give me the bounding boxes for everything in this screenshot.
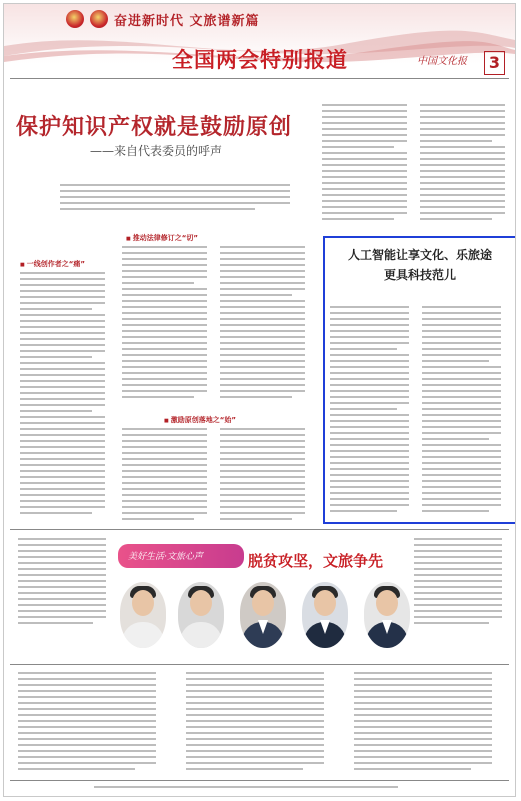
masthead-slogan: 奋进新时代 文旅谱新篇 bbox=[114, 14, 260, 29]
delegate-photo-2 bbox=[178, 582, 224, 648]
delegate-photo-5 bbox=[364, 582, 410, 648]
middle-column-text-2 bbox=[220, 246, 312, 406]
delegate-photo-3 bbox=[240, 582, 286, 648]
newspaper-page bbox=[3, 3, 516, 797]
featured-column-text-2 bbox=[422, 306, 508, 516]
footer-credits bbox=[94, 786, 424, 792]
lower-banner-title: 脱贫攻坚，文旅争先 bbox=[248, 552, 384, 570]
special-report-title: 全国两会特别报道 bbox=[172, 47, 348, 72]
main-subhead: ——来自代表委员的呼声 bbox=[90, 144, 223, 158]
bottom-story-1 bbox=[18, 672, 168, 776]
section-label-left: ■ 一线创作者之“痛” bbox=[20, 259, 85, 269]
section-label-bottom: ■ 激励原创落地之“始” bbox=[164, 415, 236, 425]
masthead-divider bbox=[10, 78, 509, 79]
bottom-column-text-2 bbox=[220, 428, 312, 524]
lower-left-intro bbox=[18, 538, 114, 630]
lower-section-tag bbox=[118, 544, 244, 568]
photo-divider bbox=[10, 664, 509, 665]
lower-divider bbox=[10, 529, 509, 530]
newspaper-logo: 中国文化报 bbox=[417, 56, 467, 67]
featured-column-text bbox=[330, 306, 416, 516]
delegate-photo-4 bbox=[302, 582, 348, 648]
delegate-photo-1 bbox=[120, 582, 166, 648]
lower-tag-text: 美好生活·文旅心声 bbox=[128, 552, 203, 562]
main-headline: 保护知识产权就是鼓励原创 bbox=[16, 114, 293, 140]
page-number: 3 bbox=[484, 51, 505, 75]
middle-column-text bbox=[122, 246, 214, 406]
bottom-column-text bbox=[122, 428, 214, 524]
footer-divider bbox=[10, 780, 509, 781]
featured-article-title bbox=[326, 245, 514, 285]
right-column-text bbox=[322, 104, 414, 228]
lower-right-intro bbox=[414, 538, 510, 630]
national-emblem-icon bbox=[66, 10, 84, 28]
masthead bbox=[4, 4, 515, 74]
cppcc-emblem-icon bbox=[90, 10, 108, 28]
featured-title-line1: 人工智能让享文化、乐旅途 bbox=[347, 248, 492, 262]
featured-title-line2: 更具科技范儿 bbox=[383, 268, 456, 282]
section-label-middle: ■ 推动法律修订之“切” bbox=[126, 233, 198, 243]
bottom-story-3 bbox=[354, 672, 504, 776]
left-column-text bbox=[20, 272, 112, 524]
lead-paragraph bbox=[60, 184, 310, 220]
right-column-text-2 bbox=[420, 104, 512, 228]
bottom-story-2 bbox=[186, 672, 336, 776]
